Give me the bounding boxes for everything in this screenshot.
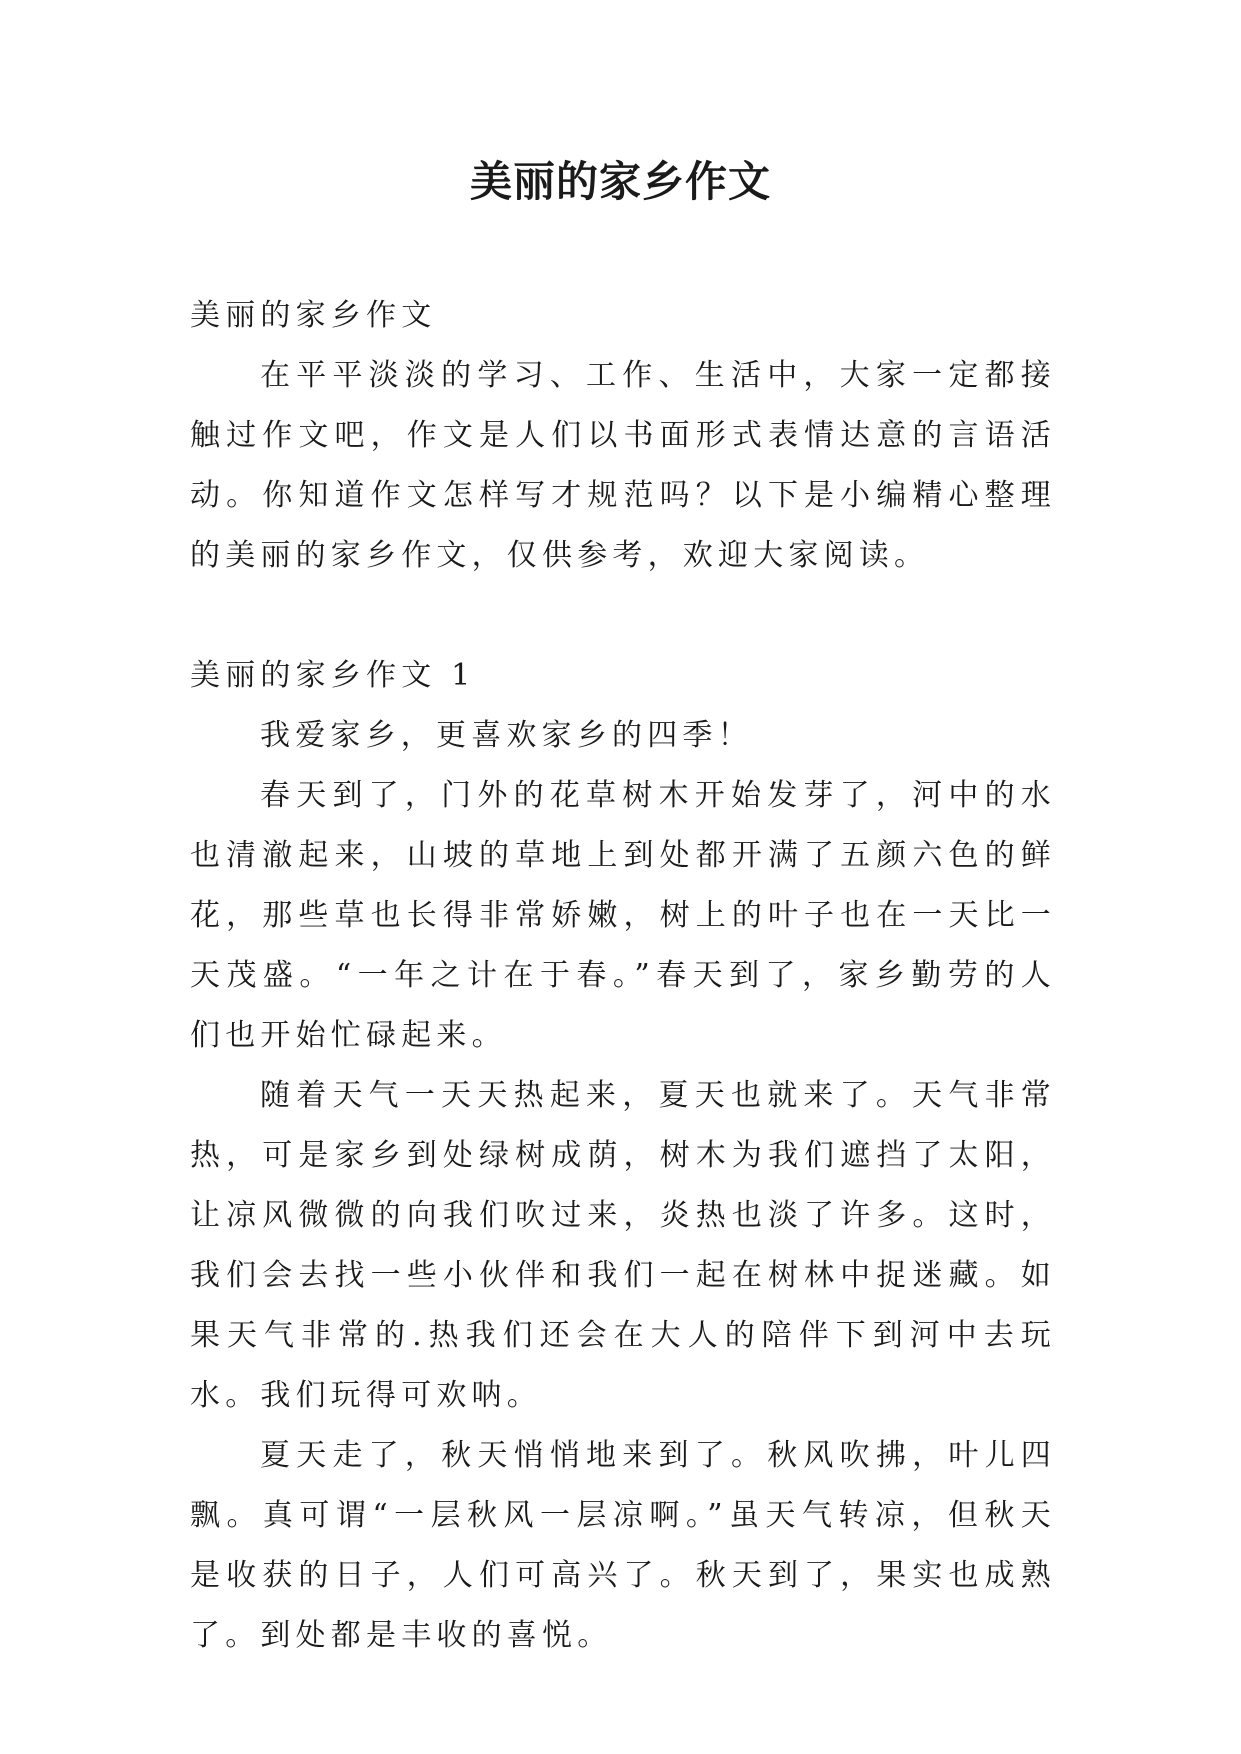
document-title: 美丽的家乡作文 (469, 157, 771, 206)
section-heading: 美丽的家乡作文 (190, 298, 437, 333)
essay-paragraph: 夏天走了，秋天悄悄地来到了。秋风吹拂，叶儿四飘。真可谓“一层秋风一层凉啊。”虽天气转凉，但秋天是收获的日子，人们可高兴了。秋天到了，果实也成熟了。到处都是丰收的喜悦。 (190, 1438, 1056, 1653)
essay-paragraph: 我爱家乡，更喜欢家乡的四季！ (260, 718, 753, 753)
intro-paragraph: 在平平淡淡的学习、工作、生活中，大家一定都接触过作文吧，作文是人们以书面形式表情达意的言语活动。你知道作文怎样写才规范吗？以下是小编精心整理的美丽的家乡作文，仅供参考，欢迎大家阅读。 (190, 358, 1056, 573)
essay-paragraph: 春天到了，门外的花草树木开始发芽了，河中的水也清澈起来，山坡的草地上到处都开满了五颜六色的鲜花，那些草也长得非常娇嫩，树上的叶子也在一天比一天茂盛。“一年之计在于春。”春天到了，家乡勤劳的人们也开始忙碌起来。 (190, 778, 1056, 1053)
document-body (190, 286, 1056, 1666)
essay-heading: 美丽的家乡作文 1 (190, 658, 476, 693)
paragraph-gap (190, 586, 1056, 646)
essay-paragraph: 随着天气一天天热起来，夏天也就来了。天气非常热，可是家乡到处绿树成荫，树木为我们遮挡了太阳，让凉风微微的向我们吹过来，炎热也淡了许多。这时，我们会去找一些小伙伴和我们一起在树林中捉迷藏。如果天气非常的.热我们还会在大人的陪伴下到河中去玩水。我们玩得可欢呐。 (190, 1078, 1056, 1413)
